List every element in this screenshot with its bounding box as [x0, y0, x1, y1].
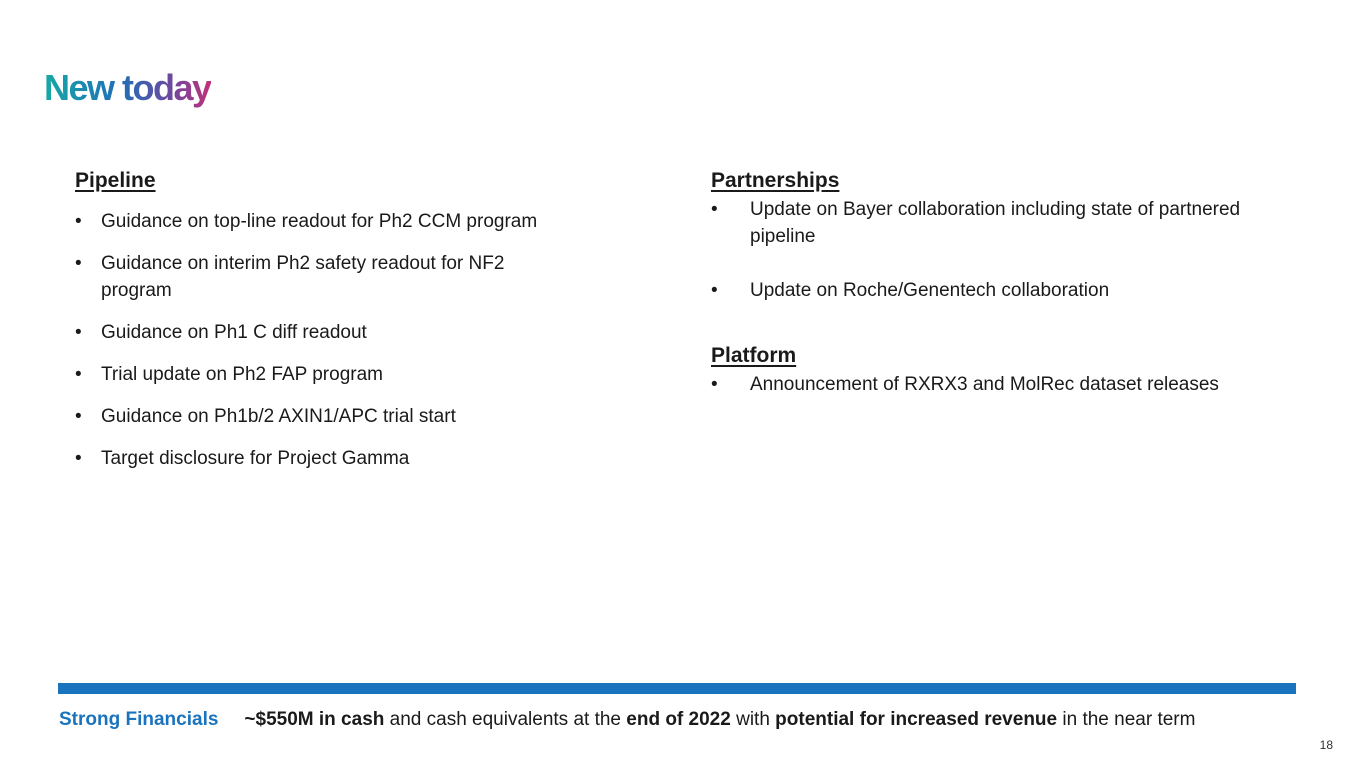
partnerships-heading: Partnerships	[711, 169, 840, 192]
list-item	[75, 361, 635, 388]
footer-financials	[59, 706, 1195, 734]
bullet-icon: •	[75, 211, 82, 232]
footer-label: Strong Financials	[59, 709, 219, 730]
list-item	[711, 371, 1331, 398]
bullet-icon: •	[75, 448, 82, 469]
footer-text: and cash equivalents at the	[384, 709, 627, 730]
list-item-text: Trial update on Ph2 FAP program	[101, 364, 383, 385]
platform-list	[711, 371, 1331, 398]
list-item-text: Guidance on Ph1b/2 AXIN1/APC trial start	[101, 406, 456, 427]
list-item-text: Target disclosure for Project Gamma	[101, 448, 410, 469]
footer-text-date: end of 2022	[626, 709, 731, 730]
footer-divider-bar	[58, 683, 1296, 694]
right-column	[711, 166, 1331, 398]
list-item-text: Guidance on top-line readout for Ph2 CCM program	[101, 211, 538, 232]
list-item	[75, 319, 635, 346]
bullet-icon: •	[711, 280, 718, 301]
bullet-icon: •	[75, 253, 82, 274]
list-item	[75, 445, 635, 472]
bullet-icon: •	[711, 199, 718, 220]
list-item	[75, 208, 635, 235]
pipeline-heading: Pipeline	[75, 169, 156, 192]
bullet-icon: •	[75, 364, 82, 385]
list-item	[75, 250, 635, 304]
bullet-icon: •	[711, 374, 718, 395]
list-item	[711, 196, 1331, 250]
bullet-icon: •	[75, 322, 82, 343]
footer-text-cash: ~$550M in cash	[244, 709, 385, 730]
list-item	[711, 277, 1331, 304]
pipeline-column	[75, 166, 635, 487]
slide-title: New today	[44, 64, 211, 112]
list-item	[75, 403, 635, 430]
list-item-text: Announcement of RXRX3 and MolRec dataset releases	[750, 374, 1219, 395]
footer-text: in the near term	[1057, 709, 1196, 730]
list-item-text: Update on Bayer collaboration including state of partnered pipeline	[750, 199, 1241, 247]
list-item-text: Update on Roche/Genentech collaboration	[750, 280, 1110, 301]
footer-text-revenue: potential for increased revenue	[775, 709, 1058, 730]
list-item-text: Guidance on Ph1 C diff readout	[101, 322, 367, 343]
page-number: 18	[1319, 738, 1333, 752]
list-item-text: Guidance on interim Ph2 safety readout for NF2 program	[101, 253, 505, 301]
bullet-icon: •	[75, 406, 82, 427]
pipeline-list	[75, 208, 635, 472]
partnerships-list	[711, 196, 1331, 304]
footer-text: with	[730, 709, 776, 730]
platform-heading: Platform	[711, 344, 797, 367]
